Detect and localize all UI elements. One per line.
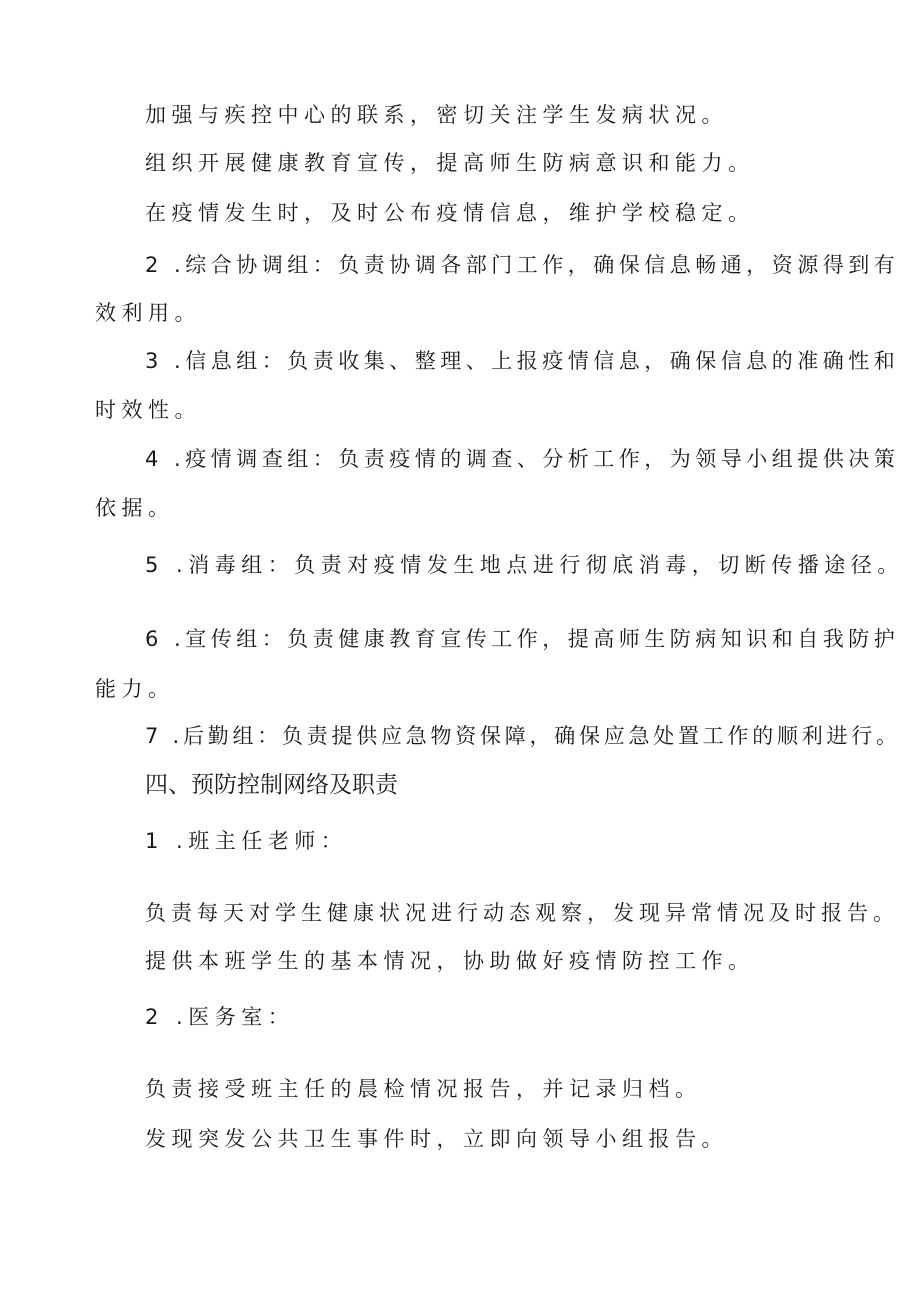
paragraph-line: 1 .班主任老师： (145, 829, 348, 853)
paragraph-line: 在疫情发生时，及时公布疫情信息，维护学校稳定。 (145, 201, 755, 225)
paragraph-line: 依据。 (95, 496, 175, 520)
paragraph-line: 效利用。 (95, 301, 201, 325)
paragraph-line: 加强与疾控中心的联系，密切关注学生发病状况。 (145, 103, 728, 127)
paragraph-line: 4 .疫情调查组：负责疫情的调查、分析工作，为领导小组提供决策 (145, 447, 900, 471)
paragraph-line: 6 .宣传组：负责健康教育宣传工作，提高师生防病知识和自我防护 (145, 627, 900, 651)
paragraph-line: 3 .信息组：负责收集、整理、上报疫情信息，确保信息的准确性和 (145, 349, 900, 373)
paragraph-line: 提供本班学生的基本情况，协助做好疫情防控工作。 (145, 949, 755, 973)
paragraph-line: 7 .后勤组：负责提供应急物资保障，确保应急处置工作的顺利进行。 (145, 724, 901, 748)
paragraph-line: 2 .医务室： (145, 1005, 295, 1029)
section-heading: 四、预防控制网络及职责 (145, 771, 398, 797)
paragraph-line: 负责接受班主任的晨检情况报告，并记录归档。 (145, 1077, 702, 1101)
paragraph-line: 5 .消毒组：负责对疫情发生地点进行彻底消毒，切断传播途径。 (145, 553, 904, 577)
paragraph-line: 能力。 (95, 677, 175, 701)
paragraph-line: 2 .综合协调组：负责协调各部门工作，确保信息畅通，资源得到有 (145, 253, 900, 277)
paragraph-line: 时效性。 (95, 398, 201, 422)
paragraph-line: 负责每天对学生健康状况进行动态观察，发现异常情况及时报告。 (145, 901, 899, 925)
paragraph-line: 发现突发公共卫生事件时，立即向领导小组报告。 (145, 1127, 728, 1151)
paragraph-line: 组织开展健康教育宣传，提高师生防病意识和能力。 (145, 151, 755, 175)
